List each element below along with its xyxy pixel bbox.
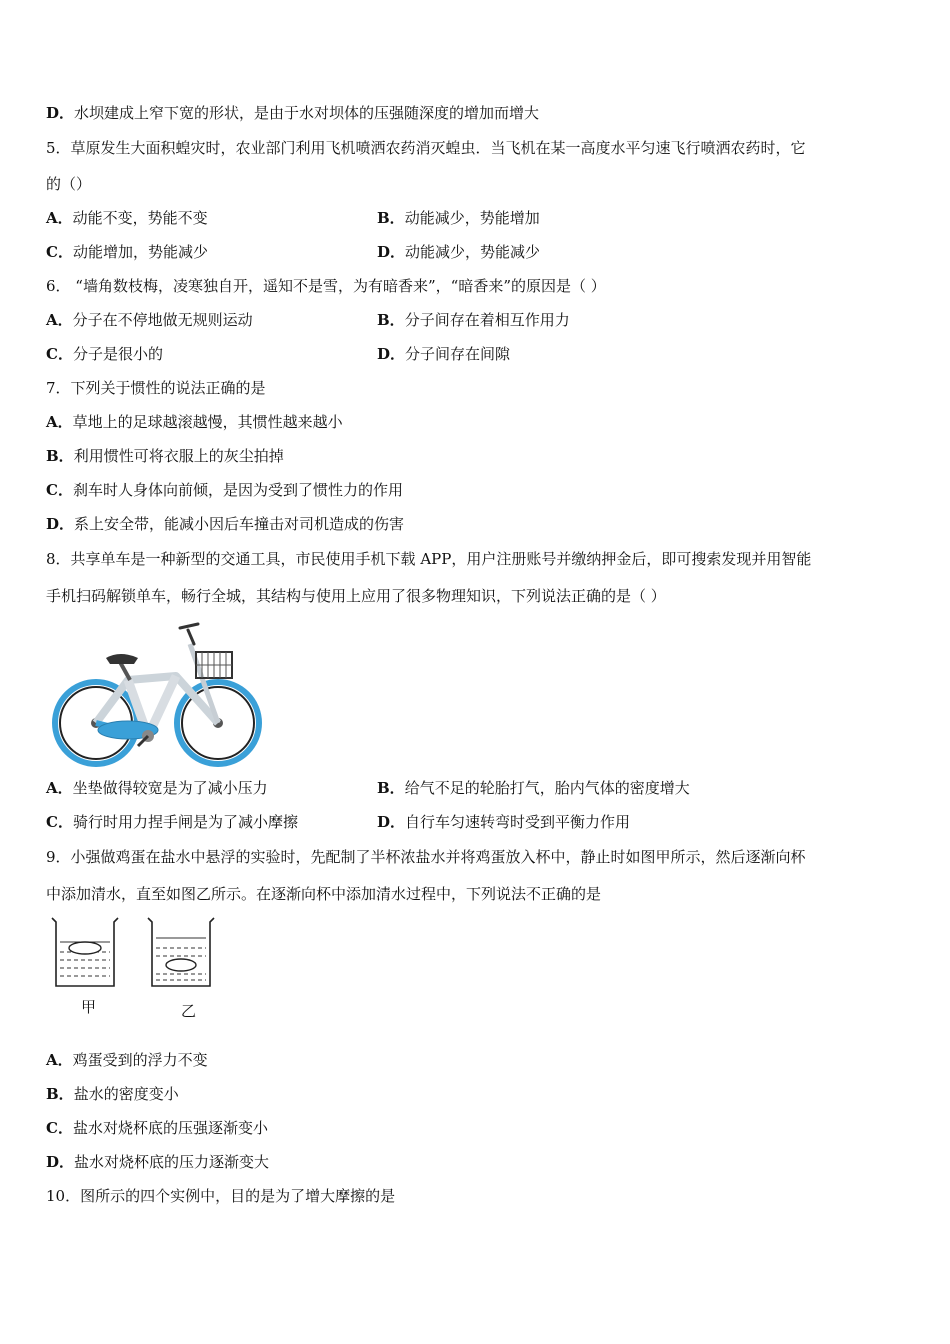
option-letter: B． [377,311,405,329]
option-text: 给气不足的轮胎打气，胎内气体的密度增大 [404,779,690,797]
q8-option-d [377,812,630,832]
option-text: 骑行时用力捏手闸是为了减小摩擦 [72,813,298,831]
egg-floating [69,942,101,954]
q8-option-a [46,778,268,798]
q5-stem-line1: 5．草原发生大面积蝗灾时，农业部门利用飞机喷洒农药消灭蝗虫．当飞机在某一高度水平匀速飞行喷洒农药时，它 [46,139,806,157]
option-letter: B． [377,209,405,227]
q5-stem-line2: 的（） [46,175,92,193]
q7-option-c [46,480,403,500]
q5-option-b [377,208,540,228]
q7-stem: 7．下列关于惯性的说法正确的是 [46,379,266,397]
beaker-label-jia: 甲 [81,998,97,1016]
option-text: 动能减少，势能减少 [405,243,541,261]
q6-option-c [46,344,163,364]
q5-option-d [377,242,540,262]
option-text: 分子是很小的 [72,345,163,363]
option-text: 坐垫做得较宽是为了减小压力 [72,779,268,797]
option-text: 分子间存在着相互作用力 [404,311,570,329]
q8-stem-line2: 手机扫码解锁单车，畅行全城，其结构与使用上应用了很多物理知识，下列说法正确的是（ ） [46,587,666,605]
option-text: 刹车时人身体向前倾，是因为受到了惯性力的作用 [72,481,403,499]
option-letter: A． [46,779,73,797]
option-text: 系上安全带，能减小因后车撞击对司机造成的伤害 [74,515,405,533]
option-letter: C． [46,1119,73,1137]
q9-option-d [46,1152,269,1172]
option-text: 自行车匀速转弯时受到平衡力作用 [405,813,631,831]
option-letter: C． [46,243,73,261]
beakers-figure [48,916,218,992]
q6-stem: 6． “墙角数枝梅，凌寒独自开，遥知不是雪，为有暗香来”，“暗香来”的原因是（ ） [46,277,606,295]
option-text: 分子间存在间隙 [405,345,511,363]
beaker-jia [52,918,118,986]
q4-option-d [46,103,539,123]
option-letter: C． [46,345,73,363]
option-letter: D． [46,515,75,533]
option-text: 水坝建成上窄下宽的形状，是由于水对坝体的压强随深度的增加而增大 [74,104,540,122]
option-letter: D． [377,243,406,261]
option-letter: A． [46,209,73,227]
q8-option-c [46,812,298,832]
q9-option-a [46,1050,208,1070]
option-letter: A． [46,413,73,431]
q6-option-a [46,310,253,330]
beaker-label-yi: 乙 [181,1002,197,1020]
option-text: 草地上的足球越滚越慢，其惯性越来越小 [72,413,343,431]
option-letter: D． [377,345,406,363]
q10-stem: 10．图所示的四个实例中，目的是为了增大摩擦的是 [46,1187,396,1205]
q5-option-c [46,242,208,262]
option-letter: A． [46,311,73,329]
option-letter: A． [46,1051,73,1069]
q7-option-d [46,514,404,534]
option-text: 动能不变，势能不变 [72,209,208,227]
option-letter: C． [46,813,73,831]
q6-option-d [377,344,510,364]
seat [106,654,138,664]
option-text: 动能增加，势能减少 [72,243,208,261]
option-letter: D． [377,813,406,831]
option-text: 盐水对烧杯底的压强逐渐变小 [72,1119,268,1137]
beaker-yi [148,918,214,986]
option-letter: C． [46,481,73,499]
q8-option-b [377,778,690,798]
option-letter: B． [377,779,405,797]
option-text: 盐水的密度变小 [73,1085,179,1103]
q6-option-b [377,310,570,330]
q8-stem-line1: 8．共享单车是一种新型的交通工具，市民使用手机下载 APP，用户注册账号并缴纳押金后，即可搜索发现并用智能 [46,550,812,568]
option-letter: B． [46,1085,74,1103]
q9-option-b [46,1084,179,1104]
q9-option-c [46,1118,268,1138]
q7-option-a [46,412,343,432]
option-text: 分子在不停地做无规则运动 [72,311,253,329]
option-letter: B． [46,447,74,465]
q7-option-b [46,446,284,466]
q5-option-a [46,208,208,228]
option-text: 利用惯性可将衣服上的灰尘拍掉 [73,447,284,465]
shared-bicycle-figure [48,618,264,768]
option-text: 鸡蛋受到的浮力不变 [72,1051,208,1069]
option-letter: D． [46,104,75,122]
egg-suspended [166,959,196,971]
option-text: 动能减少，势能增加 [404,209,540,227]
q9-stem-line2: 中添加清水，直至如图乙所示。在逐渐向杯中添加清水过程中，下列说法不正确的是 [46,885,602,903]
q9-stem-line1: 9．小强做鸡蛋在盐水中悬浮的实验时，先配制了半杯浓盐水并将鸡蛋放入杯中，静止时如图甲所示，然后逐渐向杯 [46,848,806,866]
option-text: 盐水对烧杯底的压力逐渐变大 [74,1153,270,1171]
option-letter: D． [46,1153,75,1171]
